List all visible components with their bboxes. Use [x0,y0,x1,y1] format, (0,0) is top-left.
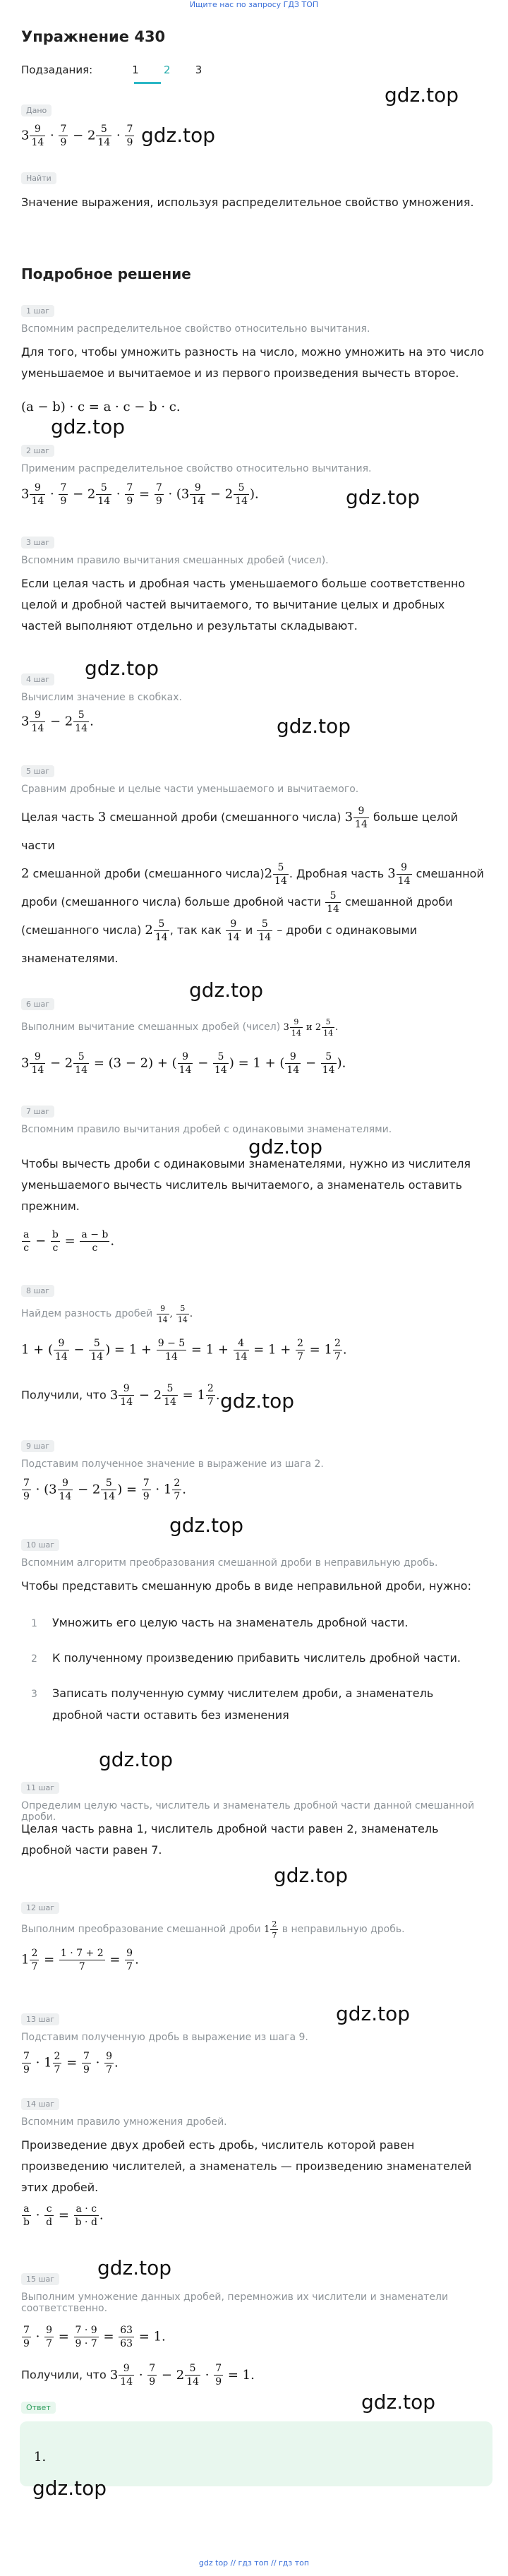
step-text: Целая часть равна 1, числитель дробной части равен 2, знаменатель дробной части равен 7. [21,1822,439,1857]
step-hint: Определим целую часть, числитель и знаменатель дробной части данной смешанной дроби. [21,1800,475,1823]
step-math: $\frac{7}{9}$ · 1 $\frac{2}{7}$ = $\frac{7}{9}$ · $\frac{9}{7}$ . [23,2051,119,2075]
step-math: 1 $\frac{2}{7}$ = $\frac{1 \cdot 7 + 2}{7}$ = $\frac{9}{7}$ . [21,1948,139,1972]
answer-chip: Ответ [21,2402,56,2414]
find-text: Значение выражения, используя распределительное свойство умножения. [21,196,474,209]
step-chip: 4 шаг [21,673,54,685]
step-chip: 15 шаг [21,2273,59,2285]
step-hint: Применим распределительное свойство относительно вычитания. [21,463,372,474]
step-math: $\frac{7}{9}$ · $\frac{9}{7}$ = $\frac{7 \cdot 9}{9 \cdot 7}$ = $\frac{63}{63}$ = 1. [23,2325,166,2349]
step-chip: 3 шаг [21,537,54,549]
footer-links[interactable]: gdz top // гдз топ // гдз топ [198,2558,310,2568]
step-chip: 11 шаг [21,1782,59,1794]
watermark: gdz.top [346,486,421,509]
step-text: Произведение двух дробей есть дробь, числитель которой равен произведению числителей, а знаменатель — произведению знаменателей этих дробей. [21,2138,472,2194]
watermark: gdz.top [385,83,459,107]
step-hint: Вспомним алгоритм преобразования смешанной дроби в неправильную дробь. [21,1557,438,1569]
step-chip: 2 шаг [21,445,54,457]
step-chip: 9 шаг [21,1440,54,1452]
watermark: gdz.top [336,2002,411,2025]
step-chip: 7 шаг [21,1106,54,1118]
step-hint: Сравним дробные и целые части уменьшаемого и вычитаемого. [21,784,359,795]
given-expression: 3 $\frac{9}{14}$ · $\frac{7}{9}$ − 2 $\frac{5}{14}$ · $\frac{7}{9}$ [21,124,133,148]
step-hint: Выполним умножение данных дробей, перемножив их числители и знаменатели соответственно. [21,2292,449,2314]
step-math: $\frac{a}{b}$ · $\frac{c}{d}$ = $\frac{a \cdot c}{b \cdot d}$ . [23,2203,104,2228]
step-chip: 14 шаг [21,2098,59,2110]
step-text: Целая часть 3 смешанной дроби (смешанного числа) 3 $\frac{9}{14}$ больше целой части 2 смешанной дроби (смешанного числа)2 $\frac{5}{14}$ . Дробная часть 3 $\frac{9}{14}$ смешанной дроби (смешанного числа) больше дробной части $\frac{5}{14}$ смешанной дроби (смешанного числа) 2 $\frac{5}{14}$ , так как $\frac{9}{14}$ и $\frac{5}{14}$ – дроби с одинаковыми знаменателями. [21,805,484,965]
step-text: Чтобы представить смешанную дробь в виде неправильной дроби, нужно: [21,1579,471,1593]
step-math: $\frac{a}{c}$ − $\frac{b}{c}$ = $\frac{a - b}{c}$ . [23,1229,115,1254]
watermark: gdz.top [277,714,351,738]
step-hint: Выполним преобразование смешанной дроби 1 $\frac{2}{7}$ в неправильную дробь. [21,1919,405,1940]
watermark: gdz.top [85,657,159,680]
step-hint: Выполним вычитание смешанных дробей (чисел) 3 $\frac{9}{14}$ и 2 $\frac{5}{14}$ . [21,1017,339,1038]
step-formula: (a − b) · c = a · c − b · c. [21,400,181,414]
step-chip: 10 шаг [21,1539,59,1551]
step-chip: 5 шаг [21,765,54,777]
step-text: Чтобы вычесть дроби с одинаковыми знаменателями, нужно из числителя уменьшаемого вычесть числитель вычитаемого, а знаменатель оставить прежним. [21,1157,471,1213]
step-chip: 6 шаг [21,998,54,1010]
step-hint: Вспомним правило вычитания дробей с одинаковыми знаменателями. [21,1124,392,1135]
active-tab-indicator [134,82,161,84]
step-chip: 8 шаг [21,1285,54,1297]
step-hint: Подставим полученное значение в выражение из шага 2. [21,1458,324,1470]
step-hint: Подставим полученную дробь в выражение из шага 9. [21,2032,308,2043]
step-hint: Найдем разность дробей $\frac{9}{14}$ , $\frac{5}{14}$ . [21,1304,193,1324]
watermark: gdz.top [274,1864,349,1887]
step-math: 1 + ( $\frac{9}{14}$ − $\frac{5}{14}$ ) = 1 + $\frac{9 - 5}{14}$ = 1 + $\frac{4}{14}$ = 1 + $\frac{2}{7}$ = 1 $\frac{2}{7}$ . [21,1338,347,1362]
watermark: gdz.top [99,1748,174,1771]
tab-subtask-1[interactable]: 1 [132,64,139,76]
list-item: 3 Записать полученную сумму числителем дроби, а знаменатель дробной части оставить без изменения [31,1687,434,1722]
subtasks-nav [21,64,213,76]
step-text: Если целая часть и дробная часть уменьшаемого больше соответственно целой и дробной частей вычитаемого, то вычитание целых и дробных частей выполняют отдельно и результаты складывают. [21,577,466,633]
list-item: 1 Умножить его целую часть на знаменатель дробной части. [31,1616,409,1629]
watermark: gdz.top [189,978,264,1002]
find-chip: Найти [21,172,56,184]
step-hint: Вспомним правило умножения дробей. [21,2116,227,2128]
answer-value: 1. [34,2450,47,2464]
watermark: gdz.top [220,1389,295,1413]
solution-title: Подробное решение [21,265,191,282]
top-search-link[interactable]: Ищите нас по запросу ГДЗ ТОП [189,0,319,9]
subtasks-label: Подзадания: [21,64,93,76]
tab-subtask-3[interactable]: 3 [195,64,202,76]
page-title: Упражнение 430 [21,28,166,45]
watermark: gdz.top [361,2390,436,2414]
step-text: Для того, чтобы умножить разность на число, можно умножить на это число уменьшаемое и вычитаемое и из первого произведения вычесть второе. [21,345,485,380]
step-math: 3 $\frac{9}{14}$ · $\frac{7}{9}$ − 2 $\frac{5}{14}$ · $\frac{7}{9}$ = $\frac{7}{9}$ · (3 $\frac{9}{14}$ − 2 $\frac{5}{14}$ ). [21,482,259,507]
watermark: gdz.top [248,1135,323,1158]
step-text: Получили, что 3 $\frac{9}{14}$ · $\frac{7}{9}$ − 2 $\frac{5}{14}$ · $\frac{7}{9}$ = 1. [21,2363,255,2388]
step-math: 3 $\frac{9}{14}$ − 2 $\frac{5}{14}$ . [21,709,94,734]
step-chip: 1 шаг [21,305,54,317]
step-math: 3 $\frac{9}{14}$ − 2 $\frac{5}{14}$ = (3 − 2) + ( $\frac{9}{14}$ − $\frac{5}{14}$ ) = 1 + ( $\frac{9}{14}$ − $\frac{5}{14}$ ). [21,1051,346,1076]
step-math: $\frac{7}{9}$ · (3 $\frac{9}{14}$ − 2 $\frac{5}{14}$ ) = $\frac{7}{9}$ · 1 $\frac{2}{7}$ . [23,1478,186,1502]
watermark: gdz.top [169,1514,244,1537]
step-text: Получили, что 3 $\frac{9}{14}$ − 2 $\frac{5}{14}$ = 1 $\frac{2}{7}$ . [21,1383,220,1408]
step-chip: 12 шаг [21,1902,59,1914]
step-hint: Вспомним распределительное свойство относительно вычитания. [21,323,370,335]
watermark: gdz.top [32,2476,107,2500]
tab-subtask-2[interactable]: 2 [163,64,171,76]
step-hint: Вычислим значение в скобках. [21,692,182,703]
step-hint: Вспомним правило вычитания смешанных дробей (чисел). [21,555,329,566]
watermark: gdz.top [97,2256,172,2280]
step-chip: 13 шаг [21,2013,59,2025]
watermark: gdz.top [51,415,126,438]
watermark: gdz.top [141,124,216,147]
list-item: 2 К полученному произведению прибавить числитель дробной части. [31,1651,461,1665]
given-chip: Дано [21,104,52,116]
